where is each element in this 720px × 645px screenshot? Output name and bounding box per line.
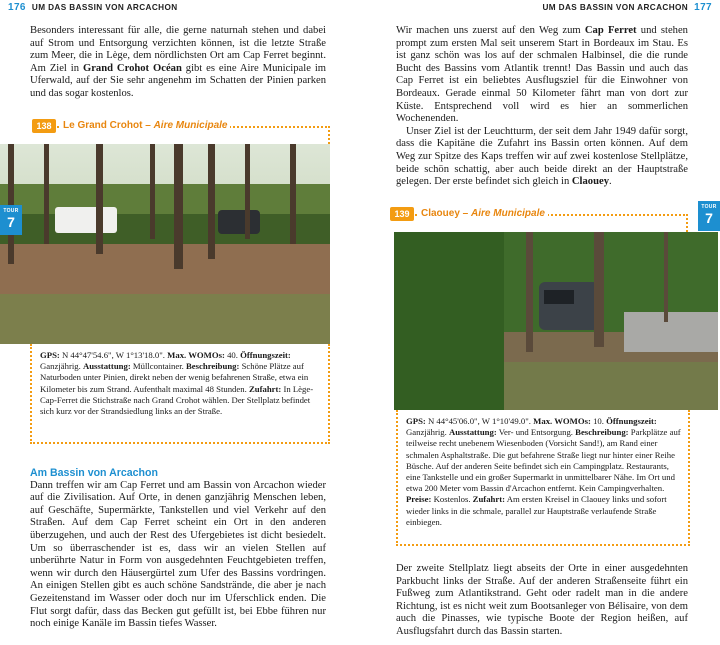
tour-number: 7 xyxy=(7,214,15,230)
running-head-left xyxy=(8,2,178,13)
spot-type: Aire Municipale xyxy=(153,120,228,131)
spot-138-info xyxy=(30,344,330,444)
section-arcachon xyxy=(30,467,326,631)
spot-139-info xyxy=(396,410,690,546)
spot-title-139: Claouey – Aire Municipale xyxy=(418,208,548,219)
spot-139-info-text: GPS: N 44°45'06.0", W 1°10'49.0". Max. WOMOs: 10. Öffnungszeit: Ganzjährig. Ausstattung: Ver- und Entsorgung. Beschreibung: Parkplätze auf teilweise recht unebenem Wiesenboden (Vorsicht Sand!), am Rand einer schmalen Asphaltstraße. Die gut befahrene Straße liegt nur hinter einer Reihe Büsche. Auf der anderen Seite befindet sich ein Campingplatz. Restaurants, eine Tankstelle und ein großer Supermarkt in unmittelbarer Nähe. Im Ort und etwa 200 Meter vom Bassin d'Arcachon entfernt. Kein Campingverhalten. Preise: Kostenlos. Zufahrt: Am ersten Kreisel in Claouey links und sofort wieder links in die schmale, parallel zur Hauptstraße verlaufende Straße einbiegen. xyxy=(406,416,681,527)
intro-text: Besonders interessant für alle, die gerne naturnah stehen und dabei auf Strom und Entsorgung verzichten können, ist die letzte Straße zum Meer, die in Lège, dem nördlichsten Ort am Cap Ferret beginnt. Am Ziel in Grand Crohot Océan gibt es eine Aire Municipale im Uferwald, auf der Sie sehr angenehm im Schatten der Pinien parken und das sogar kostenlos. xyxy=(30,25,326,99)
right-para-3: Der zweite Stellplatz liegt abseits der Orte in einer ausgedehnten Parkbucht links der Straße. Auf der anderen Straßenseite führt ein Fußweg zum Atlantikstrand. Geht oder radelt man in die andere Richtung, ist es nicht weit zum Bootsanleger von Bélisaire, von dem auch die Pinasses, wie typische Boote der Region heißen, auf Ausflugsfahrt durch das Bassin starten. xyxy=(396,563,688,637)
spot-name-139: Claouey xyxy=(421,208,460,219)
spot-number-badge-139: 139 xyxy=(390,207,414,221)
intro-paragraph xyxy=(30,25,326,101)
right-text-bottom xyxy=(396,563,688,639)
section-text: Dann treffen wir am Cap Ferret und am Bassin von Arcachon wieder auf die Zivilisation. Auf Orte, in denen ganzjährig Menschen leben, auf Geschäfte, Supermärkte, Tankstellen und viel Verkehr auf den Straßen. Auf dem Cap Ferret scheint ein Ort in den anderen überzugehen, und auch der Rest des Ufergebietes ist dicht besiedelt. Um so überraschender ist es, dass wir an vielen Stellen auf unberührte Natur in Form von ausgedehnten Feuchtgebieten treffen, wenn wir durch den Häusergürtel zum Ufer des Bassins vordringen. An einigen Stellen gibt es auch schöne Sandstrände, die aber je nach Gezeitenstand im Wasser oder doch nur im Uferschlick enden. Die Flut sorgt dafür, dass das Becken gut gefüllt ist, bei Ebbe führen nur noch einige Kanäle im Bassin tiefes Wasser. xyxy=(30,479,326,630)
right-para-2: Unser Ziel ist der Leuchtturm, der seit dem Jahr 1949 dafür sorgt, dass die Kapitäne die Zufahrt ins Bassin orten können. Auf dem Weg zur Spitze des Kaps treffen wir auf zwei kostenlose Stellplätze, beide schön schattig, aber auch beide direkt an der Hauptstraße gelegen. Der erste befindet sich gleich in Claouey. xyxy=(396,125,688,188)
section-heading: Am Bassin von Arcachon xyxy=(30,467,158,479)
spot-138-header xyxy=(36,120,330,144)
spot-title: Le Grand Crohot – Aire Municipale xyxy=(60,120,230,131)
right-para-1: Wir machen uns zuerst auf den Weg zum Cap Ferret und stehen prompt zum ersten Mal seit unserem Start in Bordeaux im Stau. Es ist ganz schön was los auf der schmalen Halbinsel, die die runde Bucht des Bassins vom Atlantik trennt! Das Bassin und auch das Cap Ferret ist ein beliebtes Ausflugsziel für die Einwohner von Bordeaux. Gerade einmal 50 Kilometer fährt man von dort zur Küste. Entsprechend voll wird es hier an sommerlichen Wochenenden. xyxy=(396,25,688,125)
spot-139-header xyxy=(394,208,688,232)
tour-tab-right xyxy=(698,201,720,231)
claouey-photo xyxy=(394,232,718,410)
tour-number-right: 7 xyxy=(705,210,713,226)
spot-138-info-text: GPS: N 44°47'54.6", W 1°13'18.0". Max. WOMOs: 40. Öffnungszeit: Ganzjährig. Ausstattung: Müllcontainer. Beschreibung: Schöne Plätze auf Naturboden unter Pinien, direkt neben der wenig befahrenen Straße, etwa ein Kilometer bis zum Strand. Aufenthalt maximal 48 Stunden. Zufahrt: In Lège-Cap-Ferret die Stichstraße nach Grand Crohot wählen. Der Stellplatz befindet sich kurz vor der Strandsiedlung links an der Straße. xyxy=(40,350,314,417)
spot-type-139: Aire Municipale xyxy=(471,208,545,219)
right-text-top xyxy=(396,25,688,189)
spot-number-badge: 138 xyxy=(32,119,56,133)
tour-label-right: TOUR xyxy=(701,204,717,210)
page-number-left: 176 xyxy=(8,2,26,13)
tour-tab-left xyxy=(0,205,22,235)
spot-139 xyxy=(394,208,688,546)
spot-name: Le Grand Crohot xyxy=(63,120,143,131)
page-number-right: 177 xyxy=(694,2,712,13)
photo-claouey xyxy=(394,232,718,410)
spot-138 xyxy=(0,120,330,444)
tour-label: TOUR xyxy=(3,208,19,214)
running-head-text-left: UM DAS BASSIN VON ARCACHON xyxy=(31,3,178,12)
photo-grand-crohot xyxy=(0,144,330,344)
forest-camp-photo xyxy=(0,144,330,344)
running-head-right xyxy=(542,2,712,13)
running-head-text-right: UM DAS BASSIN VON ARCACHON xyxy=(542,3,689,12)
right-page xyxy=(360,0,720,645)
